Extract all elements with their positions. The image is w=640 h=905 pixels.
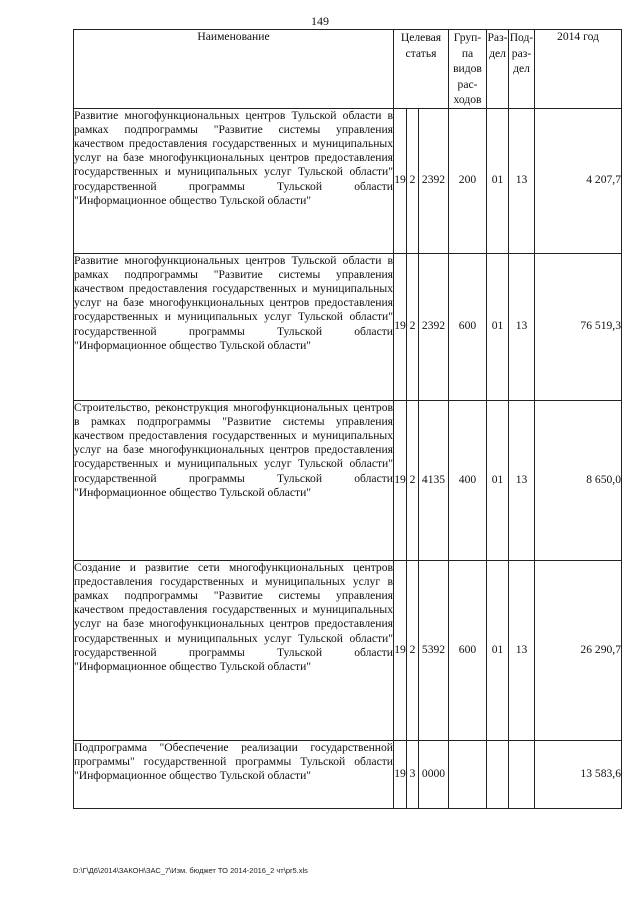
header-subsection: Под-раз-дел [509,30,535,109]
subsection-code: 13 [509,108,535,253]
row-name: Строительство, реконструкция многофункциональных центров в рамках подпрограммы "Развитие системы управления качеством предоставления государственных и муниципальных услуг на базе многофункциональных центров предоставления государственных и муниципальных услуг Тульской области" государственной программы Тульской области "Информационное общество Тульской области" [74,400,394,560]
section-code [487,740,509,808]
target-code-part2: 2 [407,108,419,253]
header-expense-group: Груп-па видов рас-ходов [449,30,487,109]
target-code-part3: 5392 [419,560,449,740]
table-row [74,400,622,560]
header-row [74,30,622,109]
header-name: Наименование [74,30,394,109]
row-name: Создание и развитие сети многофункциональных центров предоставления государственных и муниципальных услуг в рамках подпрограммы "Развитие системы управления качеством предоставления государственных и муниципальных услуг на базе многофункциональных центров предоставления государственных и муниципальных услуг Тульской области" государственной программы Тульской области "Информационное общество Тульской области" [74,560,394,740]
budget-table [73,29,622,809]
amount-2014: 4 207,7 [535,108,622,253]
target-code-part3: 4135 [419,400,449,560]
header-year: 2014 год [535,30,622,109]
target-code-part1: 19 [394,740,407,808]
row-name: Подпрограмма "Обеспечение реализации государственной программы" государственной программы Тульской области "Информационное общество Тульской области" [74,740,394,808]
amount-2014: 8 650,0 [535,400,622,560]
expense-group [449,740,487,808]
section-code: 01 [487,400,509,560]
amount-2014: 26 290,7 [535,560,622,740]
amount-2014: 76 519,3 [535,253,622,400]
table-row [74,560,622,740]
target-code-part2: 2 [407,400,419,560]
target-code-part2: 2 [407,560,419,740]
target-code-part2: 2 [407,253,419,400]
row-name: Развитие многофункциональных центров Тульской области в рамках подпрограммы "Развитие системы управления качеством предоставления государственных и муниципальных услуг на базе многофункциональных центров предоставления государственных и муниципальных услуг Тульской области" государственной программы Тульской области "Информационное общество Тульской области" [74,253,394,400]
page-number: 149 [311,14,329,28]
target-code-part3: 0000 [419,740,449,808]
table-row [74,253,622,400]
target-code-part1: 19 [394,400,407,560]
expense-group: 600 [449,253,487,400]
section-code: 01 [487,253,509,400]
amount-2014: 13 583,6 [535,740,622,808]
row-name: Развитие многофункциональных центров Тульской области в рамках подпрограммы "Развитие системы управления качеством предоставления государственных и муниципальных услуг на базе многофункциональных центров предоставления государственных и муниципальных услуг Тульской области" государственной программы Тульской области "Информационное общество Тульской области" [74,108,394,253]
file-path-footer: D:\Г\Д6\2014\ЗАКОН\ЗАС_7\Изм. бюджет ТО 2014-2016_2 чт\pr5.xls [73,866,308,875]
section-code: 01 [487,108,509,253]
target-code-part3: 2392 [419,108,449,253]
subsection-code [509,740,535,808]
expense-group: 600 [449,560,487,740]
subsection-code: 13 [509,253,535,400]
subsection-code: 13 [509,560,535,740]
subsection-code: 13 [509,400,535,560]
expense-group: 400 [449,400,487,560]
table-row [74,108,622,253]
expense-group: 200 [449,108,487,253]
header-target-article: Целевая статья [394,30,449,109]
target-code-part1: 19 [394,560,407,740]
table-row [74,740,622,808]
section-code: 01 [487,560,509,740]
target-code-part1: 19 [394,108,407,253]
target-code-part1: 19 [394,253,407,400]
header-section: Раз-дел [487,30,509,109]
target-code-part3: 2392 [419,253,449,400]
target-code-part2: 3 [407,740,419,808]
